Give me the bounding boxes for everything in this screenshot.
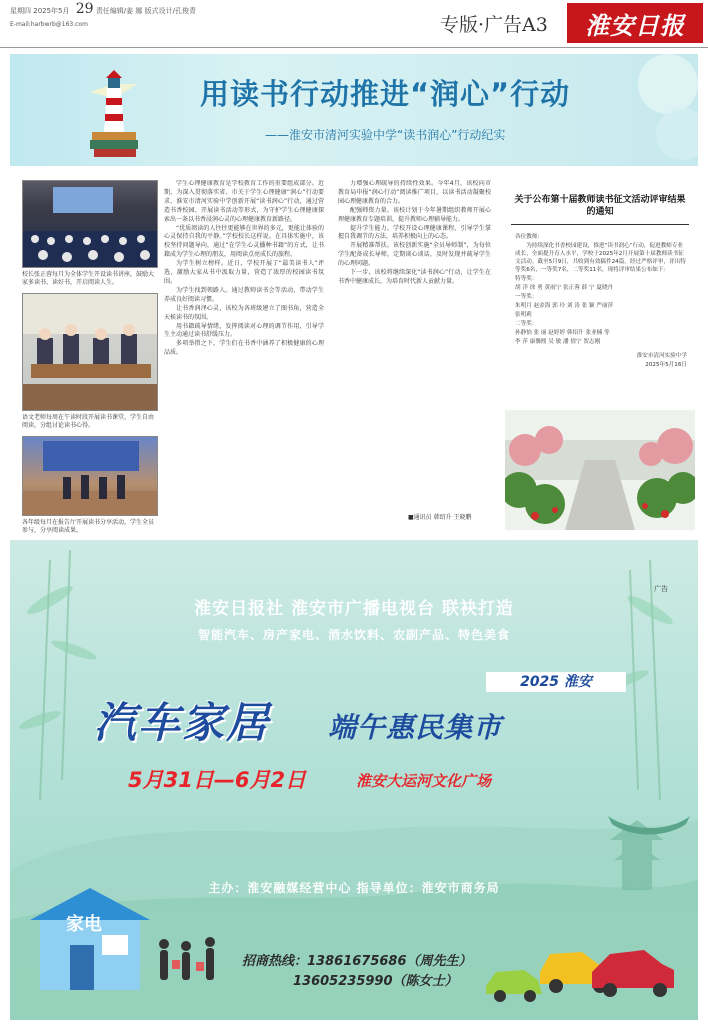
article-title: 用读书行动推进“润心”行动 [200, 77, 571, 111]
photo-caption: 各年级每月在报告厅开展读书分享活动，学生全员参与，分享阅读成果。 [22, 519, 155, 534]
award-line: 胡 洋 徐 勇 黄雨宁 张正蓉 薛 宁 夏晓丹 [515, 285, 614, 291]
ad-title-secondary: 端午惠民集市 [328, 711, 503, 744]
photo-caption: 语文老师每周在午读时段开展读书课堂，学生自由阅读，分组讨论读书心得。 [22, 414, 155, 429]
section-label: 专版·广告A3 [440, 14, 548, 36]
date: 2025年5月 [33, 7, 70, 15]
award-line: 朱明月 赵金海 郭 玲 刘 涛 张 颖 严丽萍 [515, 303, 614, 309]
ad-hosts: 主办：淮安融媒经营中心 指导单位：淮安市商务局 [208, 881, 500, 895]
ad-hotline [242, 952, 472, 992]
award-line: 二等奖： [515, 321, 538, 327]
paragraph: 为学生找到领路人。通过教师读书会等活动，带动学生养成良好阅读习惯。 [164, 286, 324, 303]
paragraph: 为学生树立榜样。近日，学校开展了“最美读书人”评选，激励大家从书中汲取力量，营造了浓厚的校园读书氛围。 [164, 260, 324, 285]
ad-tag: 广告 [654, 585, 668, 593]
lecture-photo [22, 180, 158, 268]
award-line: 张明莉 [515, 312, 532, 318]
paragraph: 学生心理健康教育是学校教育工作的重要组成部分。近期，为深入贯彻落实省、市关于学生心理健康“润心”行动要求，淮安市清河实验中学创新开展“读书润心”行动，通过营造书香校园、开展读书活动等形式，为守护学生心理健康探索出一条以书香浸润心灵的心理健康教育新路径。 [164, 180, 324, 223]
lighthouse-icon [88, 62, 140, 162]
issue-meta [10, 1, 196, 30]
award-line: 孙静怡 张 丽 赵婷婷 韩绍升 张亚楠 等 [515, 330, 610, 336]
day-number: 29 [75, 1, 94, 17]
paragraph: 用书籍疏导情绪，发挥阅读对心理的调节作用，引导学生主动通过读书舒缓压力。 [164, 322, 324, 339]
paragraph: 配强师资力量。该校计划于今年暑期组织教师开展心理健康教育专题培训，提升教师心理辅导能力。 [338, 206, 491, 223]
notice-box [505, 180, 695, 530]
advertisement [10, 540, 698, 1020]
notice-greeting: 各位教师： [515, 234, 543, 240]
ad-title-main: 汽车家居 [94, 698, 271, 747]
paragraph: 下一步，该校将继续深化“读书润心”行动，让学生在书香中健康成长，为培育时代新人贡献力量。 [338, 269, 491, 285]
campus-garden-illustration [505, 370, 695, 530]
flower-decoration [578, 54, 698, 166]
article-subtitle: ——淮安市清河实验中学“读书润心”行动纪实 [265, 128, 506, 142]
sharing-photo [22, 436, 158, 516]
paragraph: “优质阅读的人往往更能够在世界的多元，更能让体验的心灵保持自我的平静。”学校校长这样说。在具体实施中，该校坚持问题导向，通过“在学生心灵播种书籍”的方式，让书籍成为学生心理的朋友，用阅读点亮成长的旅程。 [164, 224, 324, 259]
notice-body [515, 233, 687, 369]
ad-category-line: 智能汽车、房产家电、酒水饮料、农副产品、特色美食 [197, 628, 510, 642]
article-byline: ■通讯员 韩绍升 王晓鹏 [408, 514, 472, 521]
ad-dates: 5月31日—6月2日 [128, 768, 307, 792]
article-column-1 [164, 180, 324, 530]
photo-column [22, 180, 158, 541]
masthead-logo: 淮安日报 [567, 3, 703, 43]
classroom-photo [22, 293, 158, 411]
editors-credit: 责任编辑/姜 娜 版式设计/孔俊青 [95, 7, 196, 15]
award-line: 李 萍 康馨熙 吴 敏 潘 情宁 贺志刚 [515, 339, 601, 345]
article-column-2 [338, 180, 491, 530]
notice-date: 2025年5月16日 [645, 362, 687, 368]
notice-title: 关于公布第十届教师读书征文活动评审结果的通知 [511, 194, 689, 225]
hotline-number-1: 13861675686（周先生） [307, 954, 472, 969]
weekday: 星期四 [10, 7, 31, 15]
paragraph: 开展精准帮扶。该校创新实施“全员导师制”，为每位学生配备成长导师，定期谈心谈话，及时发现并疏导学生的心理问题。 [338, 242, 491, 268]
ad-organizer-line: 淮安日报社 淮安市广播电视台 联袂打造 [194, 599, 514, 619]
notice-signature: 淮安市清河实验中学 [636, 353, 687, 359]
article-banner [10, 54, 698, 166]
page-header [0, 0, 708, 48]
ad-year-badge: 2025 淮安 [486, 672, 626, 692]
ad-venue: 淮安大运河文化广场 [356, 772, 492, 790]
paragraph: 提升学生能力。学校开设心理健康课程，引导学生掌握自我调节的方法，培养积极向上的心态。 [338, 224, 491, 241]
paragraph: 力增强心理疏导的持续性效果。今年4月，该校向市教育局申报“润心行动”阅读推广项目，以读书活动凝聚校园心理健康教育的合力。 [338, 180, 491, 205]
notice-paragraph: 为持续深化书香校园建设，推进“读书润心”行动，促进教师专业成长，全面提升育人水平，学校于2025年2月开展第十届教师读书征文活动。截至5月9日，共收到有效稿件24篇。经过严格评审，评出特等奖6名，一等奖7名，二等奖11名。现将评审结果公布如下： [515, 243, 686, 273]
email: E-mail:harbwrb@163.com [10, 21, 88, 28]
hotline-label: 招商热线： [242, 954, 308, 969]
paragraph: 多项举措之下，学生们在书香中涵养了积极健康的心理品质。 [164, 340, 324, 357]
award-line: 特等奖： [515, 276, 538, 282]
photo-caption: 校长张正蓉每月为全体学生开设读书讲座，鼓励大家多读书、读好书，开启阅读人生。 [22, 271, 155, 286]
award-line: 一等奖： [515, 294, 538, 300]
paragraph: 让书香润泽心灵，该校为各班级建立了图书角，营造全天候读书的氛围。 [164, 304, 324, 321]
hotline-number-2: 13605235990（陈女士） [293, 974, 458, 989]
house-sign: 家电 [66, 914, 102, 935]
